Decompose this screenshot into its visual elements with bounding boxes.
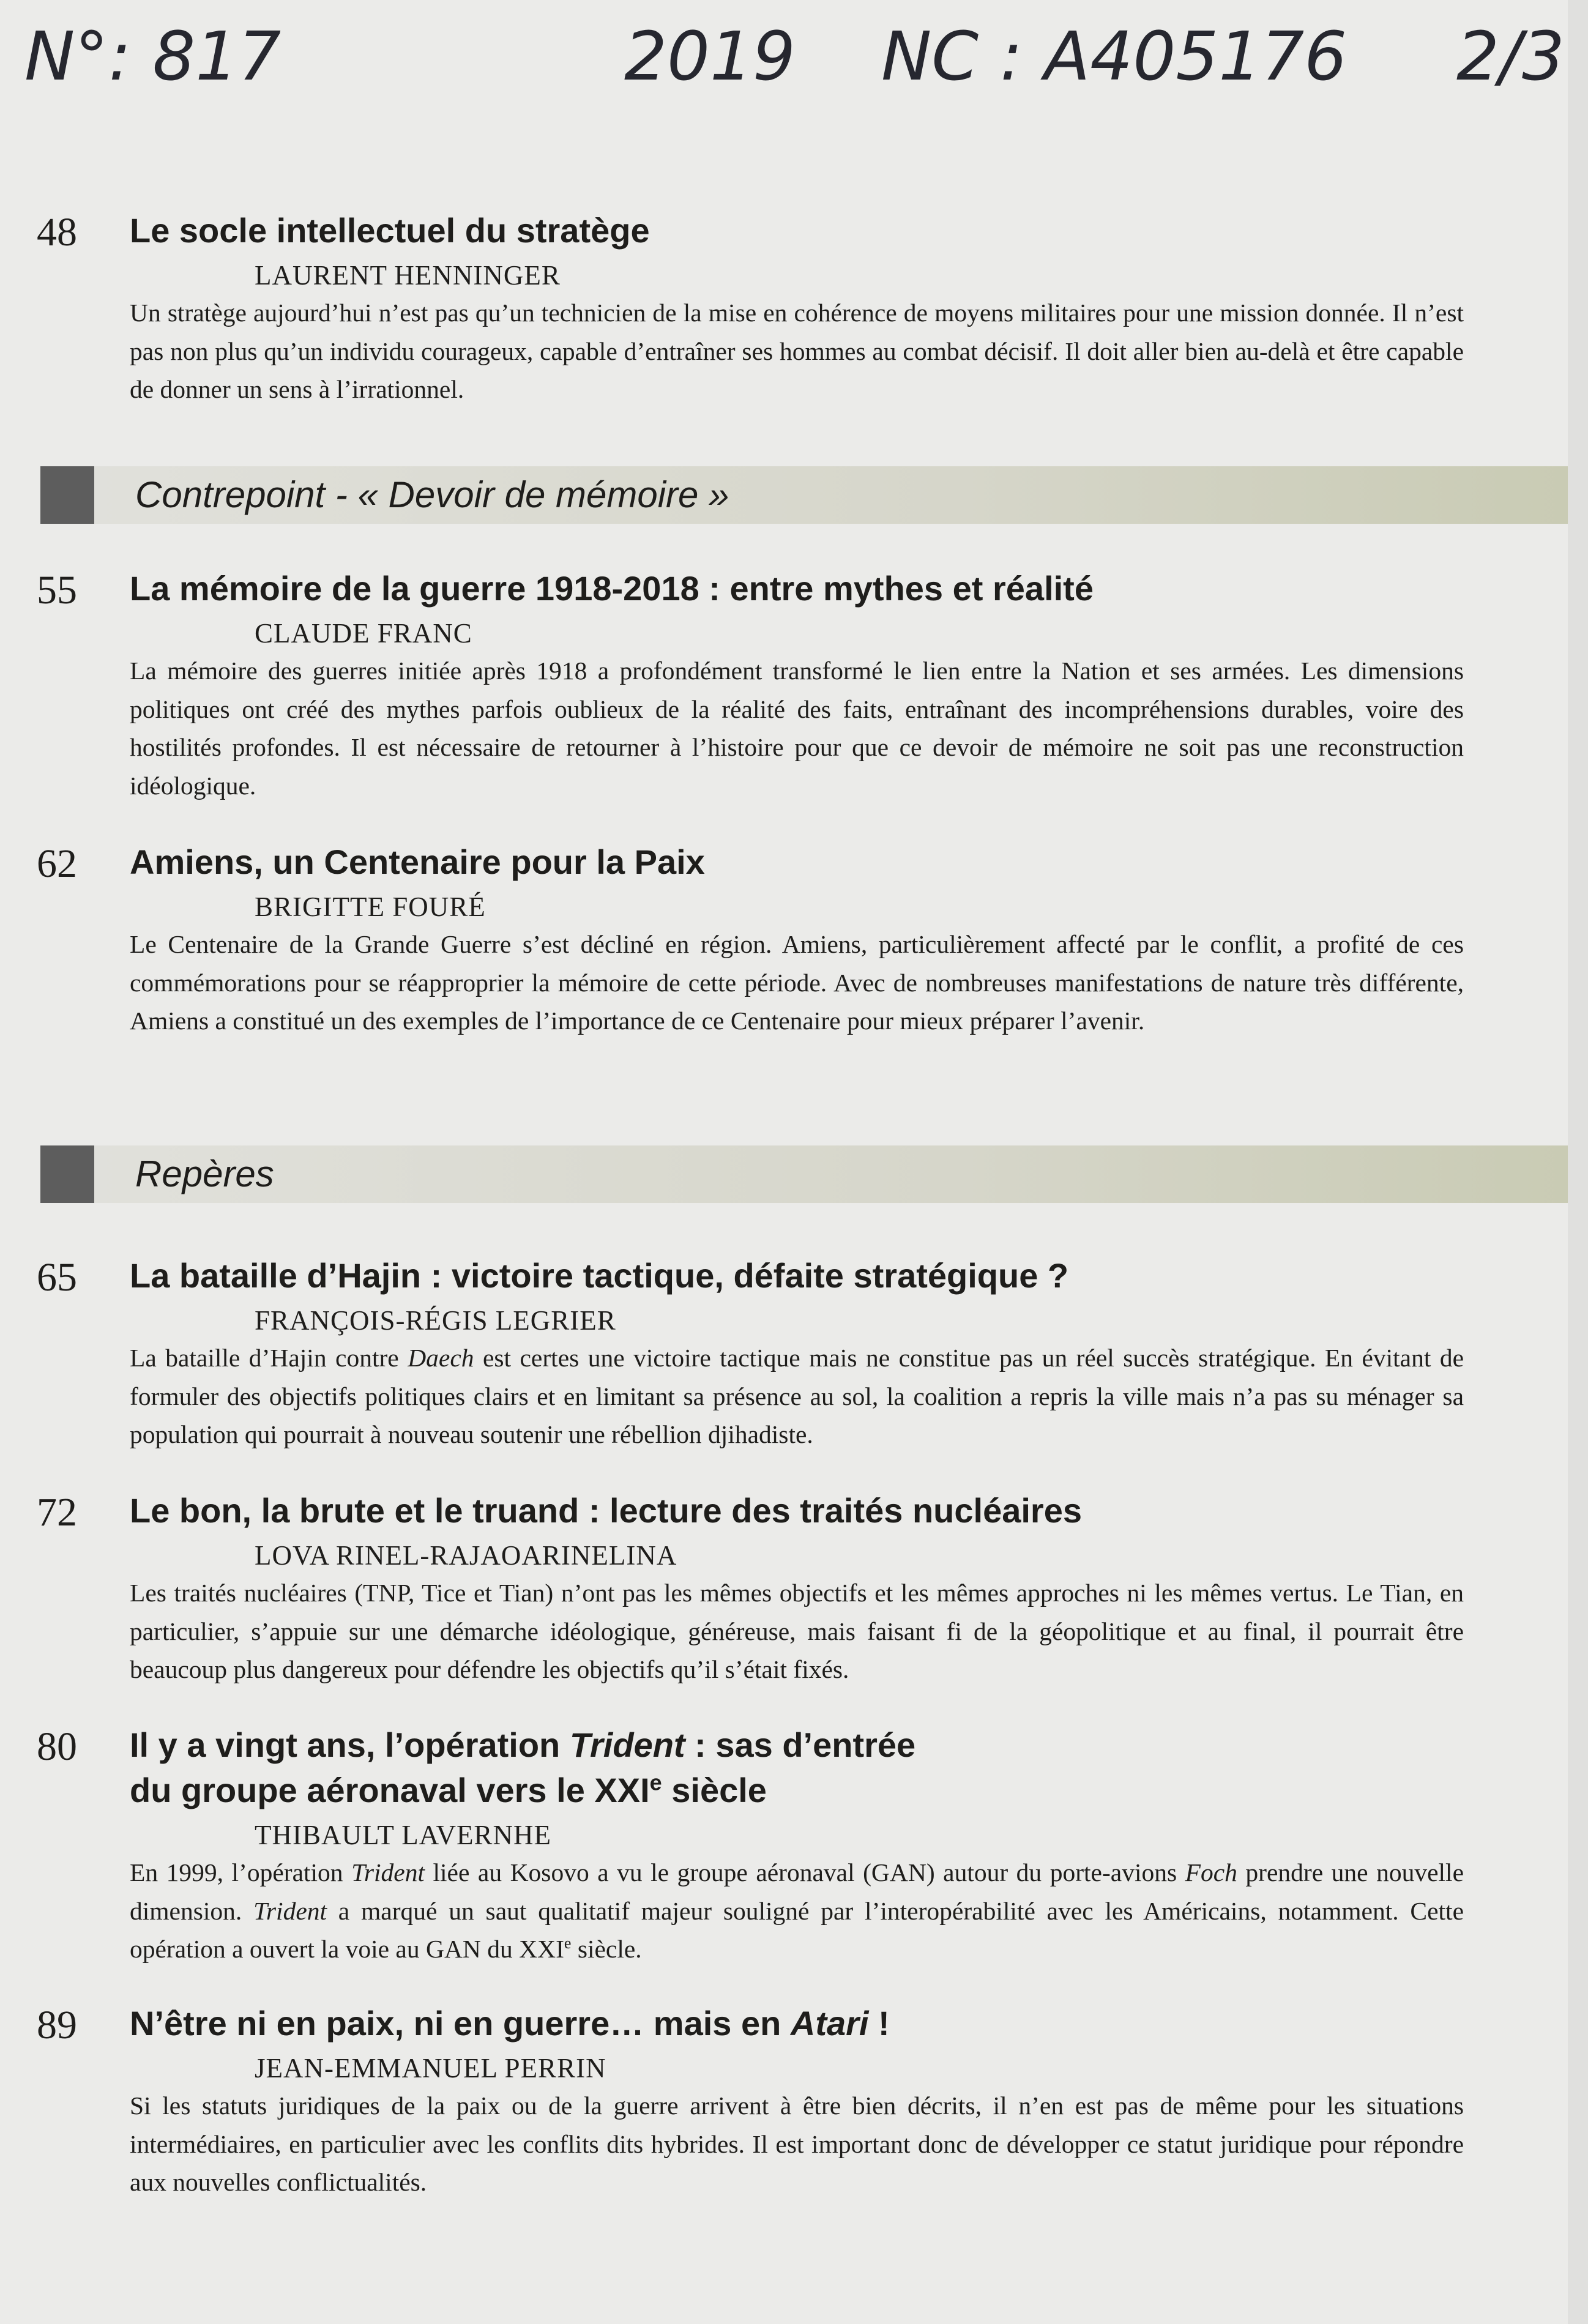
toc-entry (37, 840, 1464, 1078)
page-number: 62 (37, 841, 77, 886)
summary-text: a marqué un saut qualitatif majeur souligné par l’interopérabilité avec les Américains, notamment. Cette opération a ouvert la voie au GAN du XXI (130, 1896, 1464, 1963)
section-marker (40, 1145, 94, 1203)
summary-text-emphasis: Trident (351, 1858, 425, 1886)
article-title (130, 1723, 1439, 1768)
toc-entry (37, 566, 1464, 805)
title-superscript: e (649, 1770, 662, 1795)
summary-text: est certes une victoire tactique mais ne constitue pas un réel succès stratégique. En évitant de formuler des objectifs politiques clairs et en limitant sa présence au sol, la coalition a repris la ville mais n’a pas su ménager sa population qui pourrait à nouveau soutenir une rébellion djihadiste. (130, 1344, 1464, 1448)
toc-entry (37, 1253, 1464, 1455)
article-summary: Si les statuts juridiques de la paix ou de la guerre arrivent à être bien décrits, il n’en est pas de même pour les situations intermédiaires, en particulier avec les conflits dits hybrides. Il est important donc de développer ce statut juridique pour répondre aux nouvelles conflictualités. (130, 2091, 1464, 2196)
page-number: 80 (37, 1724, 77, 1769)
title-text: N’être ni en paix, ni en guerre… mais en (130, 2004, 791, 2043)
page-edge (1568, 0, 1588, 2324)
summary-text: En 1999, l’opération (130, 1858, 352, 1886)
title-text: Il y a vingt ans, l’opération (130, 1726, 570, 1764)
handwritten-nc: NC : A405176 (881, 17, 1348, 95)
title-text: : sas d’entrée (685, 1726, 916, 1764)
toc-entry (37, 208, 1464, 410)
page-number: 65 (37, 1255, 77, 1300)
article-summary: Le Centenaire de la Grande Guerre s’est décliné en région. Amiens, particulièrement affecté par le conflit, a profité de ces commémorations pour se réapproprier la mémoire de cette période. Avec de nombreuses manifestations de nature très différente, Amiens a constitué un des exemples de l’importance de ce Centenaire pour mieux préparer l’avenir. (130, 930, 1464, 1035)
summary-text: prendre une nouvelle dimension. (130, 1858, 1464, 1925)
section-band-contrepoint (40, 466, 1568, 524)
article-author: FRANÇOIS-RÉGIS LEGRIER (255, 1305, 616, 1336)
summary-superscript: e (564, 1934, 572, 1953)
toc-entry (37, 2001, 1464, 2203)
article-title: La mémoire de la guerre 1918-2018 : entre mythes et réalité (130, 569, 1094, 608)
title-text: siècle (662, 1771, 767, 1809)
article-summary: Les traités nucléaires (TNP, Tice et Tian) n’ont pas les mêmes objectifs et les mêmes approches ni les mêmes vertus. Le Tian, en particulier, s’appuie sur une démarche idéologique, généreuse, mais faisant fi de la géopolitique et au final, il pourrait être beaucoup plus dangereux pour défendre les objectifs qu’il s’était fixés. (130, 1579, 1464, 1683)
article-summary: La mémoire des guerres initiée après 1918 a profondément transformé le lien entre la Nation et ses armées. Les dimensions politiques ont créé des mythes parfois oublieux de la réalité des faits, entraînant des incompréhensions durables, voire des hostilités profondes. Il est nécessaire de retourner à l’histoire pour que ce devoir de mémoire ne soit pas une reconstruction idéologique. (130, 657, 1464, 800)
page-number: 55 (37, 568, 77, 613)
article-author: THIBAULT LAVERNHE (255, 1820, 551, 1850)
article-summary (130, 1853, 1464, 1968)
summary-text: La bataille d’Hajin contre (130, 1344, 408, 1372)
summary-text-emphasis: Daech (408, 1344, 474, 1372)
page-number: 89 (37, 2003, 77, 2047)
article-author: CLAUDE FRANC (255, 618, 472, 649)
summary-text-emphasis: Trident (253, 1896, 327, 1925)
summary-text-emphasis: Foch (1185, 1858, 1237, 1886)
article-title (130, 2001, 1439, 2046)
page-number: 72 (37, 1490, 77, 1535)
title-text-emphasis: Atari (790, 2004, 869, 2043)
section-title: Contrepoint - « Devoir de mémoire » (135, 474, 729, 515)
handwritten-year: 2019 (624, 17, 796, 95)
title-text: ! (868, 2004, 890, 2043)
article-title: Le bon, la brute et le truand : lecture des traités nucléaires (130, 1491, 1082, 1530)
toc-entry (37, 1488, 1464, 1690)
article-summary: Un stratège aujourd’hui n’est pas qu’un technicien de la mise en cohérence de moyens militaires pour une mission donnée. Il n’est pas non plus qu’un individu courageux, capable d’entraîner ses hommes au combat décisif. Il doit aller bien au-delà et être capable de donner un sens à l’irrationnel. (130, 299, 1464, 403)
summary-text: liée au Kosovo a vu le groupe aéronaval (GAN) autour du porte-avions (424, 1858, 1185, 1886)
section-title: Repères (135, 1153, 274, 1194)
article-summary (130, 1339, 1464, 1454)
article-title-line2 (130, 1768, 1439, 1813)
article-author: LAURENT HENNINGER (255, 260, 561, 291)
article-author: JEAN-EMMANUEL PERRIN (255, 2053, 606, 2084)
toc-entry (37, 1723, 1464, 1986)
title-text: du groupe aéronaval vers le XXI (130, 1771, 650, 1809)
title-text-emphasis: Trident (569, 1726, 685, 1764)
article-author: LOVA RINEL-RAJAOARINELINA (255, 1540, 677, 1571)
article-title: Amiens, un Centenaire pour la Paix (130, 843, 705, 881)
handwritten-number: N°: 817 (24, 17, 281, 95)
section-band-reperes (40, 1145, 1568, 1203)
article-title: La bataille d’Hajin : victoire tactique, défaite stratégique ? (130, 1256, 1069, 1295)
article-author: BRIGITTE FOURÉ (255, 892, 486, 922)
summary-text: siècle. (571, 1935, 642, 1963)
handwritten-page-fraction: 2/3 (1456, 17, 1565, 95)
section-marker (40, 466, 94, 524)
article-title: Le socle intellectuel du stratège (130, 211, 650, 250)
page-number: 48 (37, 210, 77, 255)
